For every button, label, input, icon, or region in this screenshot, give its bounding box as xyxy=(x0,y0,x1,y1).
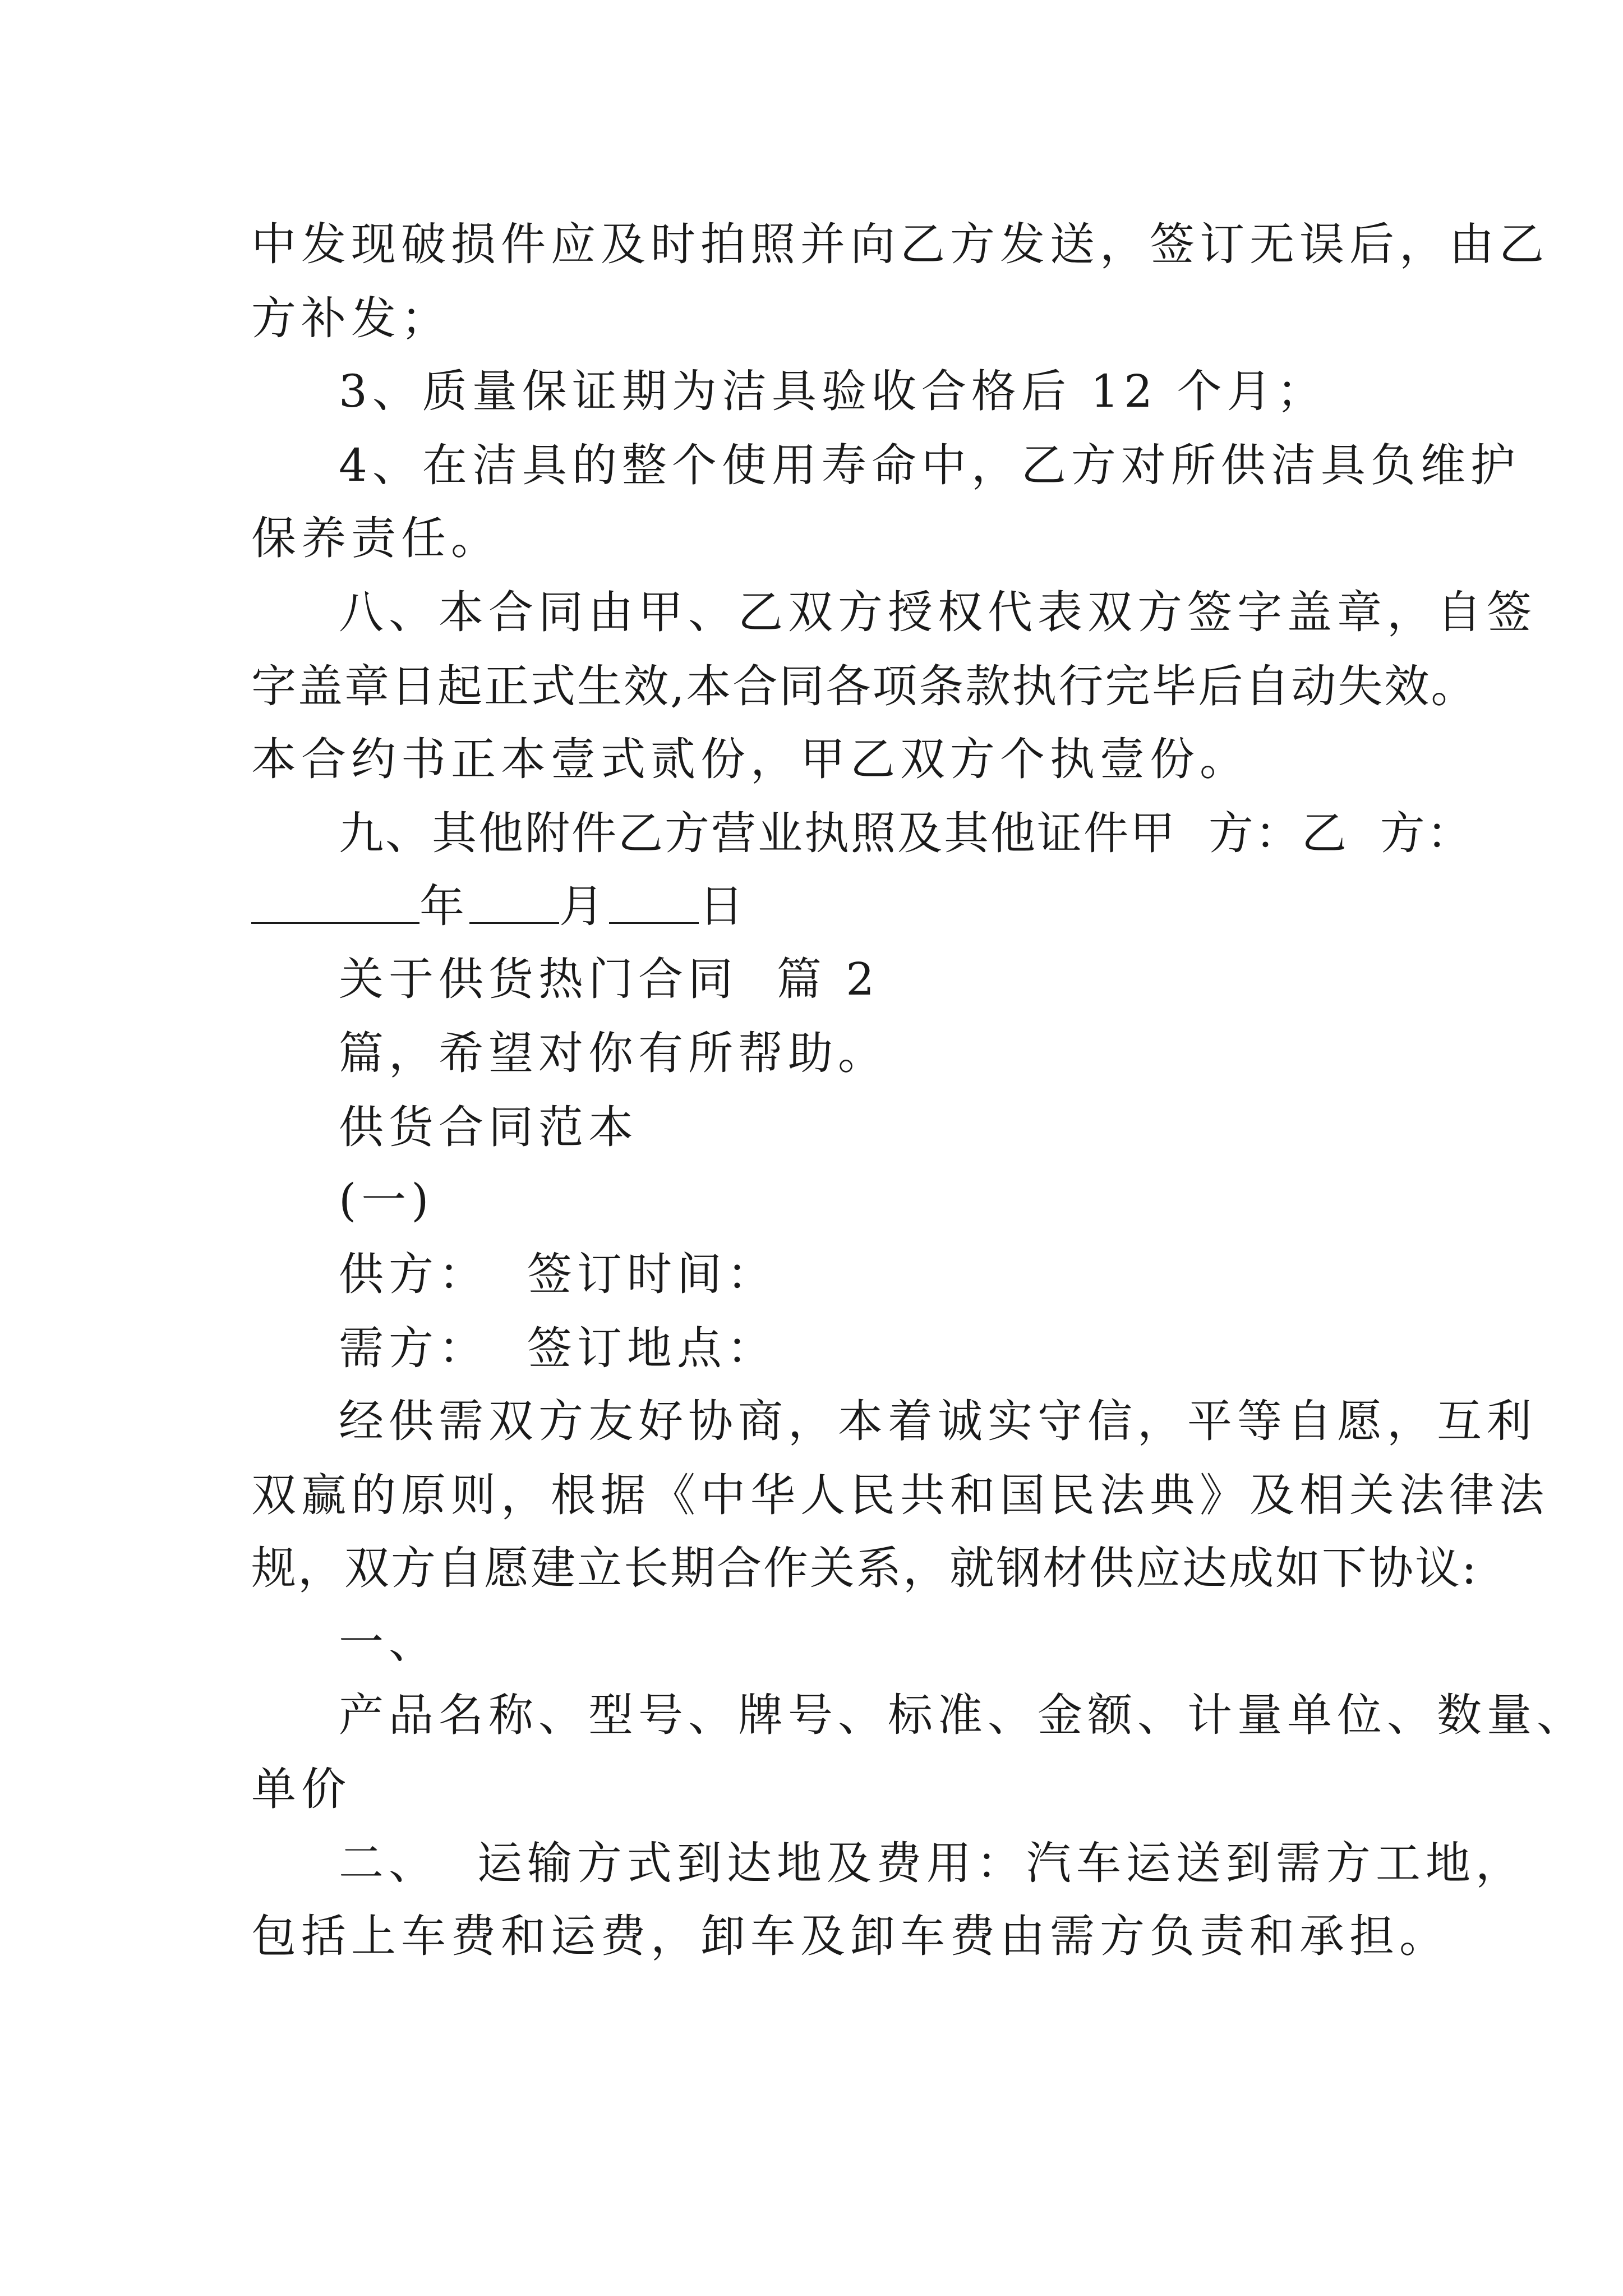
paragraph-line: 本合约书正本壹式贰份，甲乙双方个执壹份。 xyxy=(251,733,1249,785)
paragraph-line: 中发现破损件应及时拍照并向乙方发送，签订无误后，由乙 xyxy=(251,218,1549,270)
paragraph-line: 双赢的原则，根据《中华人民共和国民法典》及相关法律法 xyxy=(251,1469,1549,1521)
paragraph-line: 产品名称、型号、牌号、标准、金额、计量单位、数量、 xyxy=(339,1689,1587,1741)
paragraph-line: 4、在洁具的整个使用寿命中，乙方对所供洁具负维护 xyxy=(339,439,1520,491)
paragraph-line: (一) xyxy=(339,1174,434,1226)
paragraph-line: 3、质量保证期为洁具验收合格后 12 个月； xyxy=(339,365,1327,417)
section-heading: 关于供货热门合同 篇 2 xyxy=(339,953,880,1005)
paragraph-line: 八、本合同由甲、乙双方授权代表双方签字盖章，自签 xyxy=(339,586,1537,638)
day-label: 日 xyxy=(699,880,749,932)
paragraph-line: 一、 xyxy=(339,1616,439,1668)
paragraph-line: 字盖章日起正式生效,本合同各项条款执行完毕后自动失效。 xyxy=(251,660,1478,712)
month-label: 月 xyxy=(559,880,609,932)
paragraph-line: 篇，希望对你有所帮助。 xyxy=(339,1027,888,1079)
day-blank xyxy=(609,880,699,924)
paragraph-line: 单价 xyxy=(251,1763,351,1815)
paragraph-line: 保养责任。 xyxy=(251,512,501,564)
paragraph-line: 方补发； xyxy=(251,292,451,344)
paragraph-line: 需方： 签订地点： xyxy=(339,1322,777,1374)
paragraph-line: 经供需双方友好协商，本着诚实守信，平等自愿，互利 xyxy=(339,1395,1537,1447)
paragraph-line: 规，双方自愿建立长期合作关系，就钢材供应达成如下协议: xyxy=(251,1542,1478,1594)
paragraph-line: 包括上车费和运费，卸车及卸车费由需方负责和承担。 xyxy=(251,1910,1449,1962)
paragraph-line: 九、其他附件乙方营业执照及其他证件甲 方：乙 方： xyxy=(339,807,1473,859)
paragraph-line: 供货合同范本 xyxy=(339,1101,638,1153)
paragraph-line: 二、 运输方式到达地及费用：汽车运送到需方工地， xyxy=(339,1837,1525,1889)
date-line xyxy=(251,880,749,933)
year-blank xyxy=(251,880,419,924)
year-label: 年 xyxy=(419,880,469,932)
month-blank xyxy=(469,880,559,924)
paragraph-line: 供方： 签订时间： xyxy=(339,1248,777,1300)
